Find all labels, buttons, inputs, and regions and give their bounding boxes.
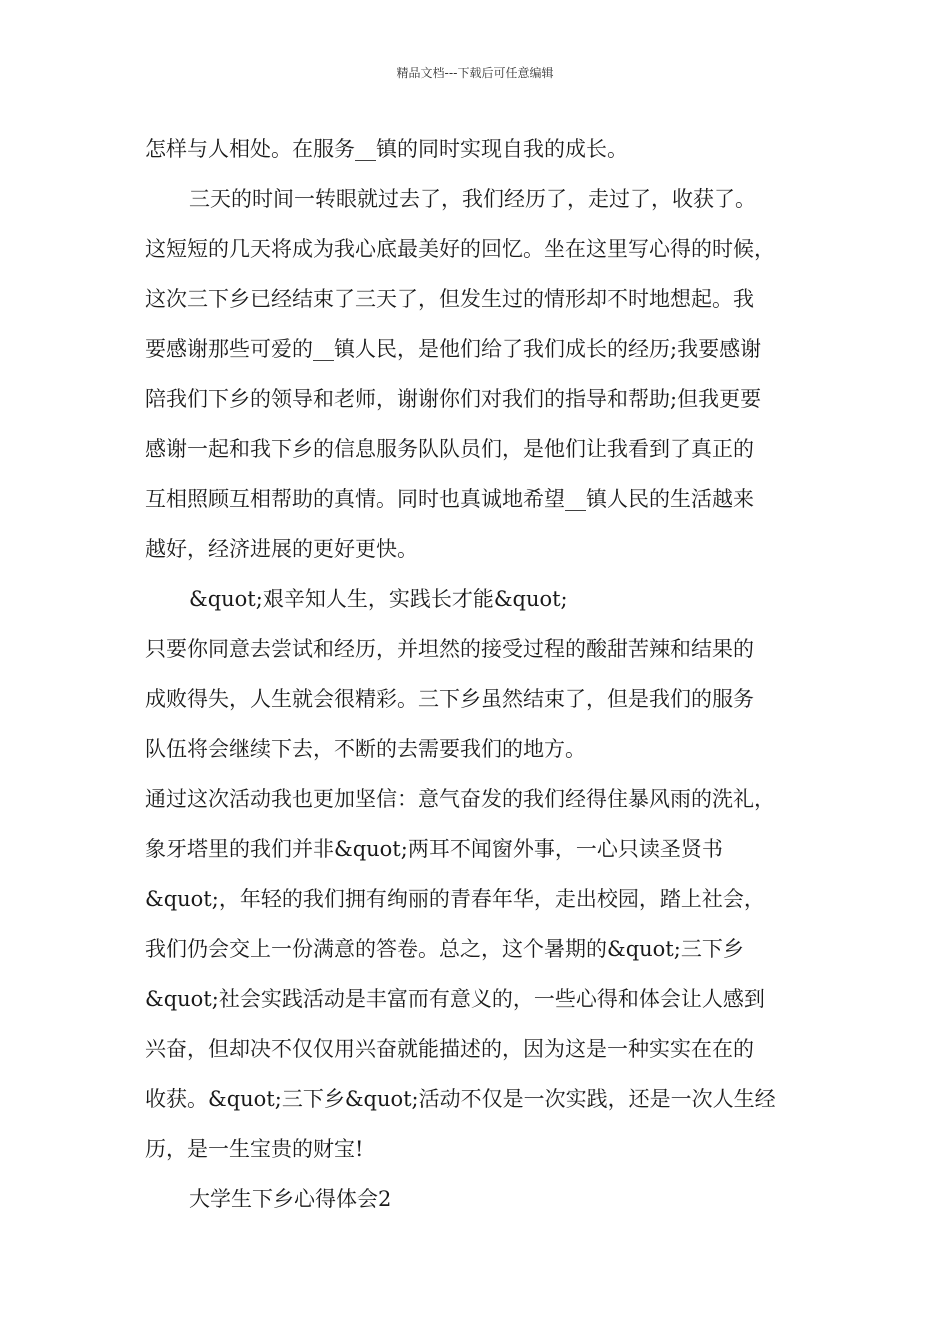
- page-header: 精品文档---下载后可任意编辑: [396, 66, 554, 80]
- text-line: 大学生下乡心得体会2: [189, 1187, 392, 1211]
- document-body: [145, 124, 835, 1224]
- text-line: 感谢一起和我下乡的信息服务队队员们，是他们让我看到了真正的: [145, 437, 754, 461]
- text-line: 这短短的几天将成为我心底最美好的回忆。坐在这里写心得的时候，: [145, 237, 775, 261]
- text-line: 这次三下乡已经结束了三天了，但发生过的情形却不时地想起。我: [145, 287, 754, 311]
- text-line: 历，是一生宝贵的财宝!: [145, 1137, 364, 1161]
- text-line: 收获。&quot;三下乡&quot;活动不仅是一次实践，还是一次人生经: [145, 1087, 776, 1111]
- text-line: 陪我们下乡的领导和老师，谢谢你们对我们的指导和帮助;但我更要: [145, 387, 762, 411]
- text-line: &quot;，年轻的我们拥有绚丽的青春年华，走出校园，踏上社会，: [145, 887, 765, 911]
- text-line: 越好，经济进展的更好更快。: [145, 537, 418, 561]
- text-line: 我们仍会交上一份满意的答卷。总之，这个暑期的&quot;三下乡: [145, 937, 744, 961]
- text-line: 怎样与人相处。在服务__镇的同时实现自我的成长。: [145, 137, 628, 161]
- text-line: 象牙塔里的我们并非&quot;两耳不闻窗外事，一心只读圣贤书: [145, 837, 723, 861]
- text-line: 要感谢那些可爱的__镇人民，是他们给了我们成长的经历;我要感谢: [145, 337, 762, 361]
- text-line: &quot;艰辛知人生，实践长才能&quot;: [189, 587, 568, 611]
- text-line: 只要你同意去尝试和经历，并坦然的接受过程的酸甜苦辣和结果的: [145, 637, 754, 661]
- text-line: 队伍将会继续下去，不断的去需要我们的地方。: [145, 737, 586, 761]
- text-line: 通过这次活动我也更加坚信：意气奋发的我们经得住暴风雨的洗礼，: [145, 787, 775, 811]
- text-line: 三天的时间一转眼就过去了，我们经历了，走过了，收获了。: [189, 187, 756, 211]
- text-line: &quot;社会实践活动是丰富而有意义的，一些心得和体会让人感到: [145, 987, 765, 1011]
- text-line: 互相照顾互相帮助的真情。同时也真诚地希望__镇人民的生活越来: [145, 487, 754, 511]
- text-line: 兴奋，但却决不仅仅用兴奋就能描述的，因为这是一种实实在在的: [145, 1037, 754, 1061]
- text-line: 成败得失，人生就会很精彩。三下乡虽然结束了，但是我们的服务: [145, 687, 754, 711]
